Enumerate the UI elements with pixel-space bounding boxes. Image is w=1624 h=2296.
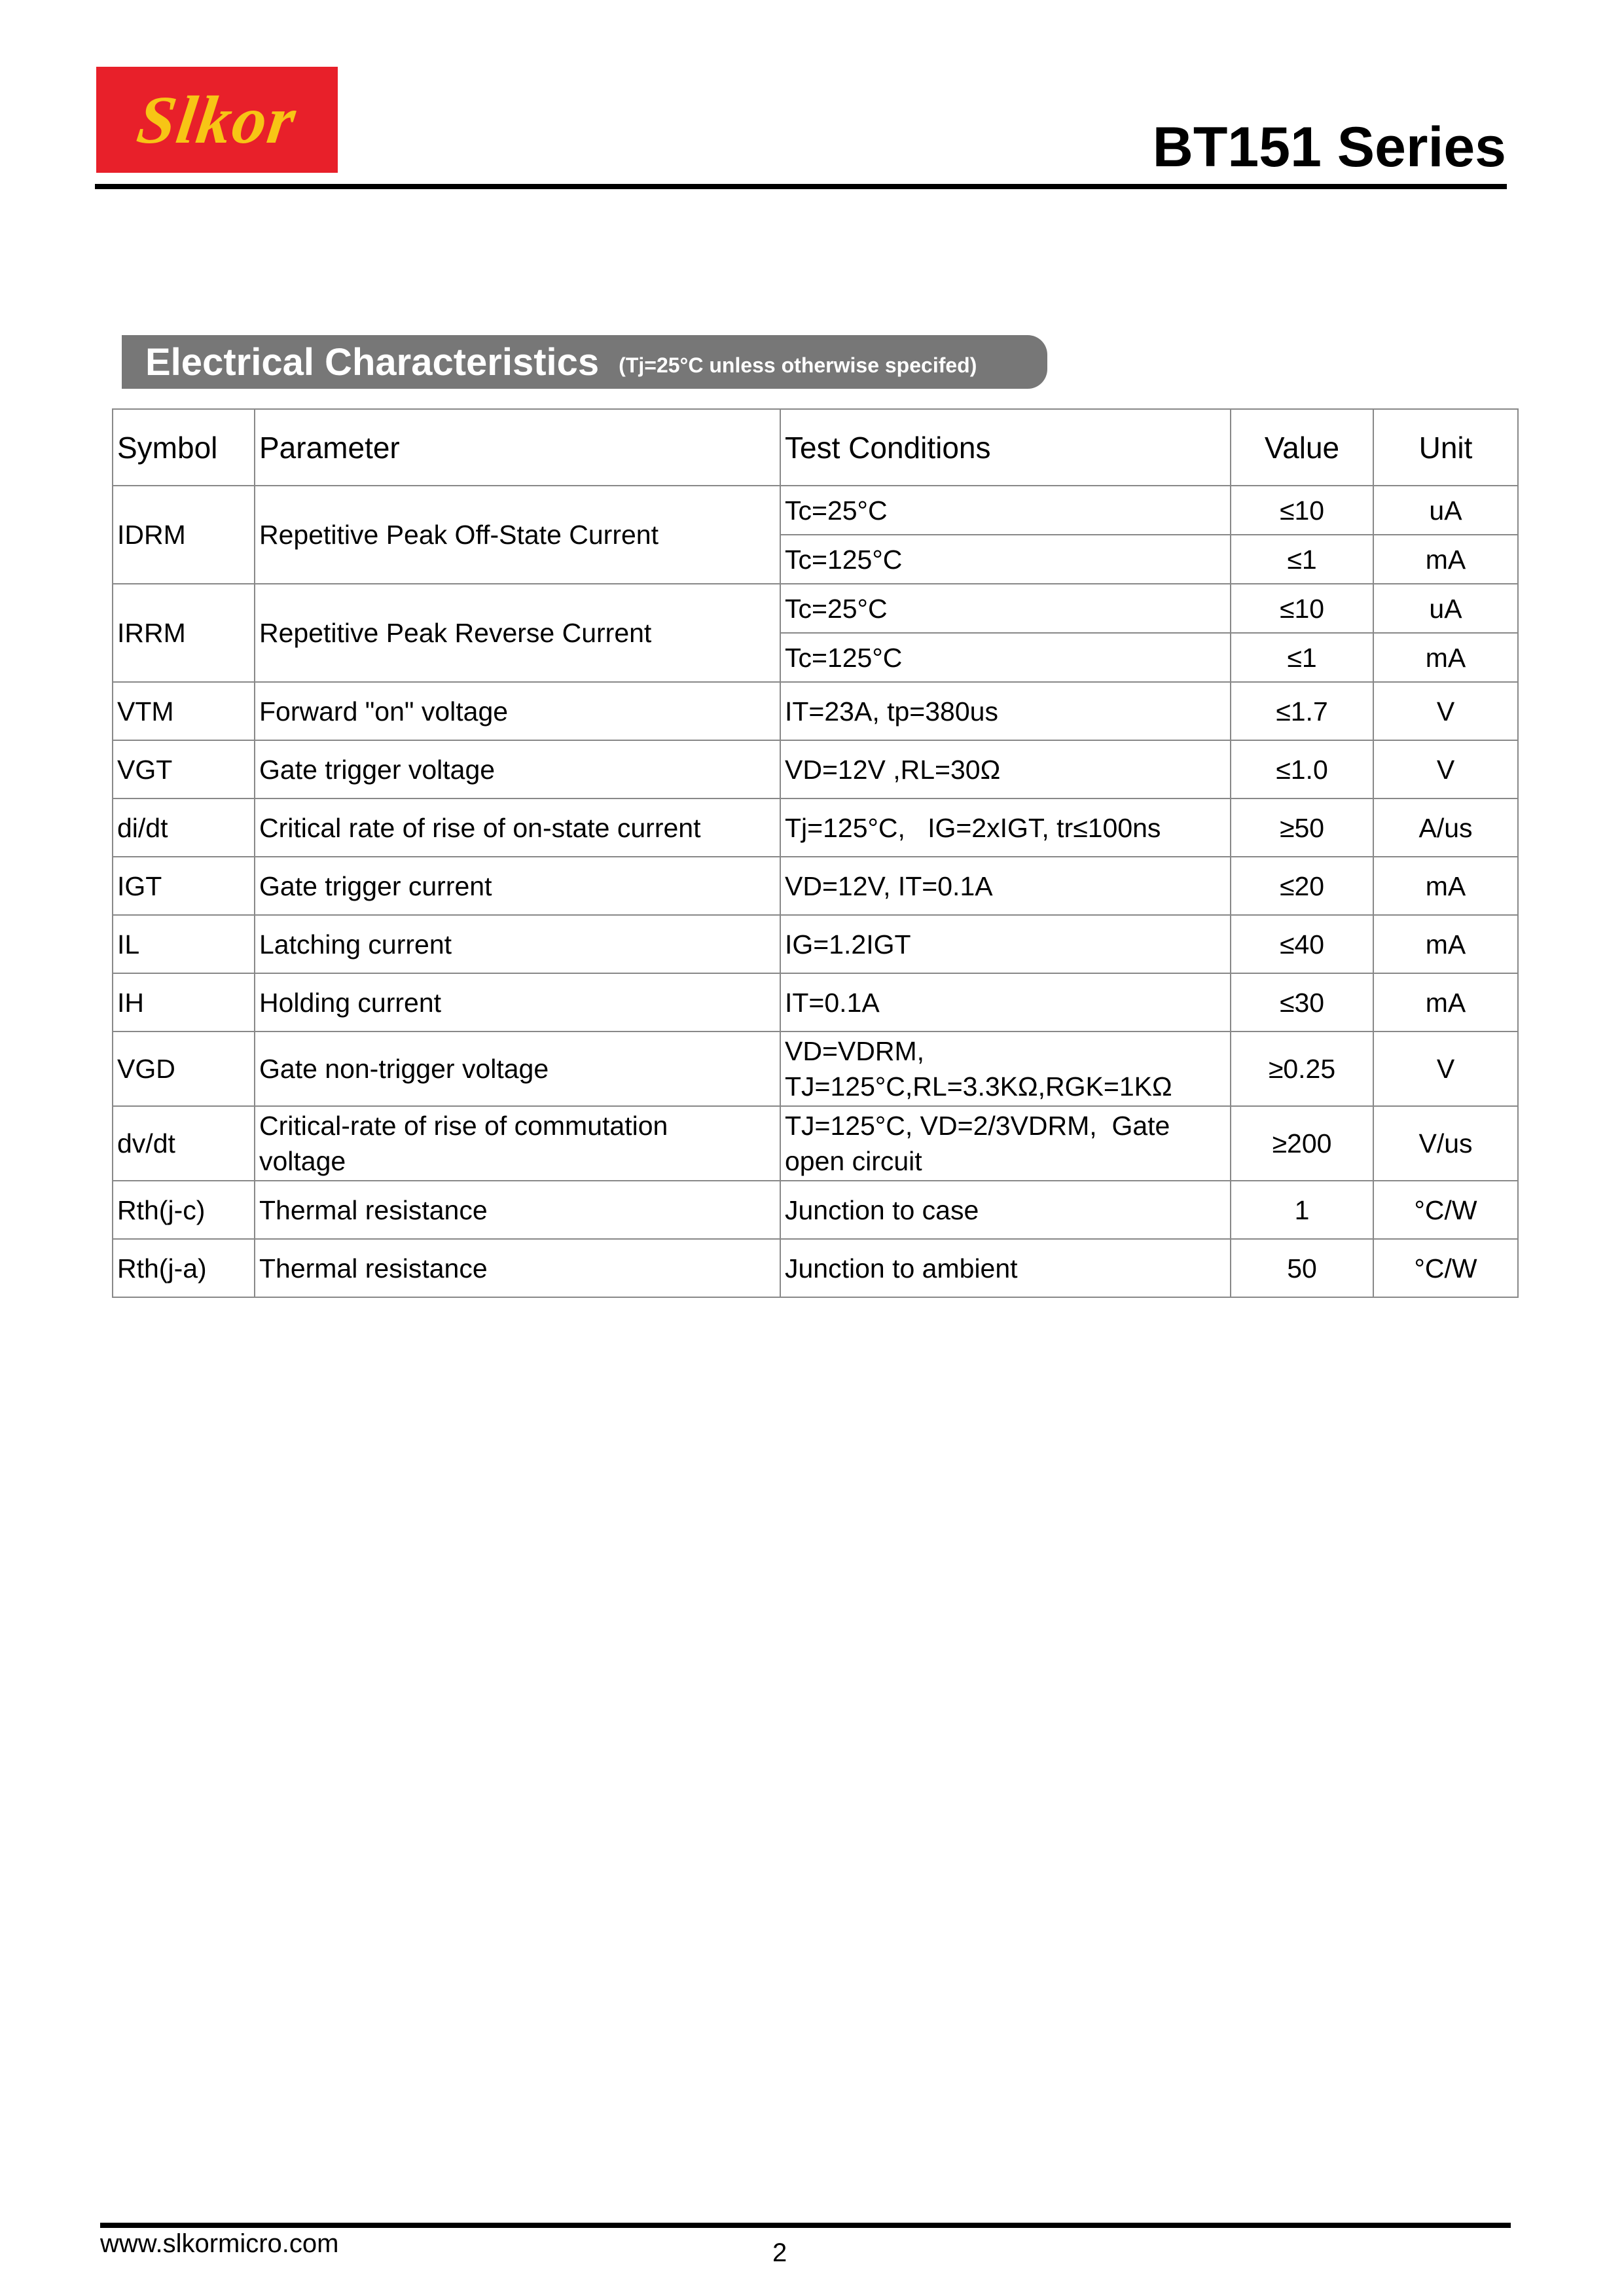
cell-unit: V/us xyxy=(1373,1106,1518,1181)
header-test-conditions: Test Conditions xyxy=(780,409,1231,486)
cell-value: ≤40 xyxy=(1231,915,1373,973)
cell-value: ≥200 xyxy=(1231,1106,1373,1181)
cell-unit: mA xyxy=(1373,857,1518,915)
cell-condition: IT=23A, tp=380us xyxy=(780,682,1231,740)
cell-unit: uA xyxy=(1373,486,1518,535)
section-subtitle: (Tj=25°C unless otherwise specifed) xyxy=(619,353,977,377)
cell-parameter: Thermal resistance xyxy=(255,1181,780,1239)
page-number: 2 xyxy=(772,2238,787,2267)
header-symbol: Symbol xyxy=(113,409,255,486)
header-parameter: Parameter xyxy=(255,409,780,486)
cell-unit: V xyxy=(1373,682,1518,740)
table-row xyxy=(113,486,1518,535)
cell-parameter: Holding current xyxy=(255,973,780,1031)
slkor-logo xyxy=(96,67,338,173)
series-title: BT151 Series xyxy=(1152,116,1506,179)
cell-condition: VD=12V, IT=0.1A xyxy=(780,857,1231,915)
cell-condition-line: open circuit xyxy=(785,1146,922,1176)
table-row xyxy=(113,798,1518,857)
table-row xyxy=(113,584,1518,633)
header-unit: Unit xyxy=(1373,409,1518,486)
cell-condition xyxy=(780,1031,1231,1106)
cell-symbol: Rth(j-a) xyxy=(113,1239,255,1297)
cell-condition: Tc=25°C xyxy=(780,486,1231,535)
cell-value: ≤1.0 xyxy=(1231,740,1373,798)
cell-condition: IT=0.1A xyxy=(780,973,1231,1031)
table-row xyxy=(113,1106,1518,1181)
cell-unit: mA xyxy=(1373,915,1518,973)
table-header-row xyxy=(113,409,1518,486)
header-divider xyxy=(95,184,1507,189)
cell-unit: A/us xyxy=(1373,798,1518,857)
cell-value: ≥50 xyxy=(1231,798,1373,857)
table-row xyxy=(113,1181,1518,1239)
cell-symbol: IGT xyxy=(113,857,255,915)
cell-symbol: di/dt xyxy=(113,798,255,857)
cell-unit: mA xyxy=(1373,973,1518,1031)
cell-symbol: IL xyxy=(113,915,255,973)
cell-unit: mA xyxy=(1373,633,1518,682)
cell-unit: mA xyxy=(1373,535,1518,584)
table-row xyxy=(113,915,1518,973)
cell-symbol: VGT xyxy=(113,740,255,798)
footer-website-link[interactable]: www.slkormicro.com xyxy=(100,2229,339,2258)
cell-parameter: Critical rate of rise of on-state current xyxy=(255,798,780,857)
cell-condition: VD=12V ,RL=30Ω xyxy=(780,740,1231,798)
cell-unit: °C/W xyxy=(1373,1181,1518,1239)
cell-value: ≤1.7 xyxy=(1231,682,1373,740)
section-banner xyxy=(122,335,1047,389)
cell-parameter-line: voltage xyxy=(259,1146,346,1176)
cell-value: ≤1 xyxy=(1231,535,1373,584)
cell-value: 50 xyxy=(1231,1239,1373,1297)
cell-condition-line: VD=VDRM, xyxy=(785,1036,925,1066)
cell-parameter: Gate trigger voltage xyxy=(255,740,780,798)
cell-symbol: IRRM xyxy=(113,584,255,682)
cell-condition: IG=1.2IGT xyxy=(780,915,1231,973)
cell-parameter-line: Critical-rate of rise of commutation xyxy=(259,1111,668,1141)
cell-parameter: Repetitive Peak Off-State Current xyxy=(255,486,780,584)
cell-condition xyxy=(780,1106,1231,1181)
cell-condition: Junction to ambient xyxy=(780,1239,1231,1297)
footer-divider xyxy=(100,2223,1511,2228)
cell-value: ≤20 xyxy=(1231,857,1373,915)
cell-parameter xyxy=(255,1106,780,1181)
cell-condition: Tj=125°C, IG=2xIGT, tr≤100ns xyxy=(780,798,1231,857)
section-title: Electrical Characteristics xyxy=(145,340,600,384)
table-row xyxy=(113,973,1518,1031)
cell-symbol: dv/dt xyxy=(113,1106,255,1181)
cell-unit: V xyxy=(1373,740,1518,798)
cell-symbol: VGD xyxy=(113,1031,255,1106)
cell-symbol: VTM xyxy=(113,682,255,740)
cell-unit: uA xyxy=(1373,584,1518,633)
cell-condition-line: TJ=125°C, VD=2/3VDRM, Gate xyxy=(785,1111,1170,1141)
cell-parameter: Gate trigger current xyxy=(255,857,780,915)
table-row xyxy=(113,857,1518,915)
cell-unit: °C/W xyxy=(1373,1239,1518,1297)
cell-symbol: IDRM xyxy=(113,486,255,584)
cell-parameter: Forward "on" voltage xyxy=(255,682,780,740)
cell-condition-line: TJ=125°C,RL=3.3KΩ,RGK=1KΩ xyxy=(785,1071,1172,1102)
cell-value: ≤10 xyxy=(1231,486,1373,535)
header-value: Value xyxy=(1231,409,1373,486)
logo-text: Slkor xyxy=(132,82,302,158)
cell-unit: V xyxy=(1373,1031,1518,1106)
cell-condition: Tc=25°C xyxy=(780,584,1231,633)
cell-condition: Tc=125°C xyxy=(780,535,1231,584)
cell-value: 1 xyxy=(1231,1181,1373,1239)
cell-value: ≤10 xyxy=(1231,584,1373,633)
cell-parameter: Thermal resistance xyxy=(255,1239,780,1297)
cell-parameter: Repetitive Peak Reverse Current xyxy=(255,584,780,682)
cell-value: ≤1 xyxy=(1231,633,1373,682)
table-row xyxy=(113,682,1518,740)
cell-symbol: IH xyxy=(113,973,255,1031)
cell-condition: Tc=125°C xyxy=(780,633,1231,682)
cell-value: ≤30 xyxy=(1231,973,1373,1031)
cell-condition: Junction to case xyxy=(780,1181,1231,1239)
cell-parameter: Gate non-trigger voltage xyxy=(255,1031,780,1106)
table-row xyxy=(113,1239,1518,1297)
table-row xyxy=(113,740,1518,798)
cell-parameter: Latching current xyxy=(255,915,780,973)
electrical-characteristics-table xyxy=(112,408,1519,1298)
table-row xyxy=(113,1031,1518,1106)
cell-value: ≥0.25 xyxy=(1231,1031,1373,1106)
cell-symbol: Rth(j-c) xyxy=(113,1181,255,1239)
